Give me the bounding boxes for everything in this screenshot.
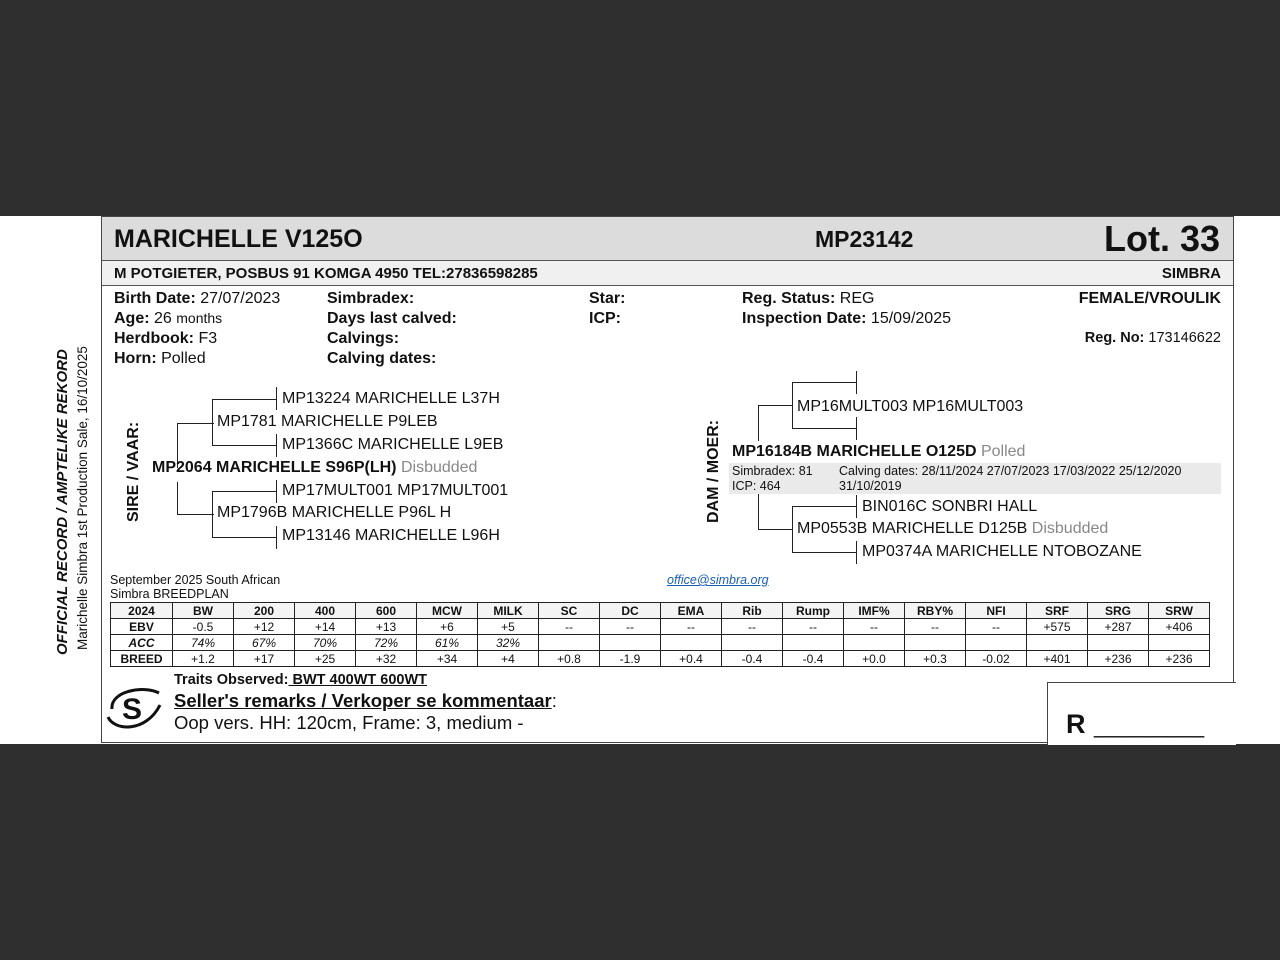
dam-tree-line [792,506,793,552]
ebv-row-label: 2024 [111,603,173,619]
dam-tree-line [856,495,857,518]
sire-tree-line [212,399,277,400]
dam-tree-line [792,382,857,383]
sale-label: Marichelle Simbra 1st Production Sale, 16/10/2025 [75,346,90,650]
sire-tree-line [212,399,213,445]
simbradex-label: Simbradex: [327,290,415,307]
sire-tree-line [276,526,277,549]
ebv-cell [539,635,600,651]
sire-tree-line [212,445,277,446]
seller-remarks-title: Seller's remarks / Verkoper se kommentaar: [174,690,557,711]
ebv-cell: +287 [1088,619,1149,635]
dam-icp: ICP: 464 [732,479,781,493]
herdbook: Herdbook: F3 [114,330,218,347]
sire-tree-line [276,480,277,503]
ebv-cell: -- [844,619,905,635]
ebv-cell: +0.0 [844,651,905,667]
ebv-cell: +0.4 [661,651,722,667]
sire-tree-line [177,423,214,424]
ebv-cell [1027,635,1088,651]
sire-tree-line [276,434,277,457]
sire-sire-sire: MP13224 MARICHELLE L37H [282,390,500,407]
ebv-breed-row [111,651,1210,667]
dam-name: MP16184B MARICHELLE O125D Polled [732,443,1026,460]
dam-tree-line [792,552,857,553]
dam-tree-line [856,541,857,564]
ebv-cell: 400 [295,603,356,619]
email-link[interactable]: office@simbra.org [667,573,769,587]
icp-label: ICP: [589,310,621,327]
dam-label: DAM / MOER: [705,419,722,523]
ebv-cell: +6 [417,619,478,635]
ebv-cell: NFI [966,603,1027,619]
dam-tree-line [792,382,793,428]
ebv-cell: +406 [1149,619,1210,635]
sire-sire: MP1781 MARICHELLE P9LEB [217,413,438,430]
ebv-cell: +34 [417,651,478,667]
ebv-row-label: ACC [111,635,173,651]
ebv-cell: SC [539,603,600,619]
ebv-cell: +12 [234,619,295,635]
sire-tree-line [276,387,277,410]
calvings-label: Calvings: [327,330,400,347]
seller-remarks-text: Oop vers. HH: 120cm, Frame: 3, medium - [174,712,524,733]
dam-tree-line [758,405,793,406]
age: Age: 26 months [114,310,223,327]
price-blank: _________ [1094,713,1205,738]
reg-number: Reg. No: 173146622 [1084,330,1221,346]
breedplan-line-2: Simbra BREEDPLAN [110,587,229,601]
ebv-cell: IMF% [844,603,905,619]
ebv-cell: +32 [356,651,417,667]
ebv-cell: SRG [1088,603,1149,619]
ebv-cell: -- [966,619,1027,635]
dam-tree-line [792,506,857,507]
ebv-cell: -0.4 [722,651,783,667]
ebv-cell: SRW [1149,603,1210,619]
sire-tree-line [212,537,277,538]
dam-dam-sire: BIN016C SONBRI HALL [862,498,1038,515]
ebv-cell: RBY% [905,603,966,619]
star-label: Star: [589,290,626,307]
ebv-cell: +25 [295,651,356,667]
dam-dam: MP0553B MARICHELLE D125B Disbudded [797,520,1109,537]
ebv-cell: MCW [417,603,478,619]
ebv-cell: MILK [478,603,539,619]
ebv-cell: Rump [783,603,844,619]
calving-dates-label: Calving dates: [327,350,437,367]
ebv-cell: -- [661,619,722,635]
horn: Horn: Polled [114,350,206,367]
logo-letter: S [122,693,143,726]
sire-sire-dam: MP1366C MARICHELLE L9EB [282,436,504,453]
ebv-cell: +0.3 [905,651,966,667]
ebv-cell: EMA [661,603,722,619]
ebv-values-row [111,619,1210,635]
ebv-row-label: EBV [111,619,173,635]
ebv-cell: +17 [234,651,295,667]
sex-label: FEMALE/VROULIK [1078,290,1221,307]
ebv-cell: -1.9 [600,651,661,667]
sire-dam-sire: MP17MULT001 MP17MULT001 [282,482,509,499]
ebv-cell: -- [600,619,661,635]
sire-tree-line [212,491,213,537]
ebv-cell: -- [783,619,844,635]
ebv-cell: +1.2 [173,651,234,667]
ebv-cell: -0.5 [173,619,234,635]
ebv-table [110,602,1210,667]
ebv-cell: +575 [1027,619,1088,635]
traits-observed: Traits Observed: BWT 400WT 600WT [174,672,428,688]
lot-card [101,216,1234,743]
dam-tree-line [792,428,857,429]
ebv-cell [1088,635,1149,651]
sire-dam-dam: MP13146 MARICHELLE L96H [282,527,500,544]
sire-tree-line [177,514,214,515]
ebv-cell: +13 [356,619,417,635]
simbra-logo-icon [104,679,164,735]
ebv-accuracy-row [111,635,1210,651]
sire-dam: MP1796B MARICHELLE P96L H [217,504,452,521]
ebv-header-row [111,603,1210,619]
dam-sire: MP16MULT003 MP16MULT003 [797,398,1024,415]
ebv-cell: 67% [234,635,295,651]
breedplan-line-1: September 2025 South African [110,573,281,587]
owner-bar [102,261,1233,286]
dam-tree-line [758,405,759,441]
ebv-cell: +4 [478,651,539,667]
ebv-cell: 72% [356,635,417,651]
ebv-cell: -- [722,619,783,635]
dam-calving-dates-cont: 31/10/2019 [839,479,902,493]
ebv-cell [661,635,722,651]
ebv-cell: +236 [1149,651,1210,667]
sire-tree-line [212,491,277,492]
dam-dam-dam: MP0374A MARICHELLE NTOBOZANE [862,543,1142,560]
inspection-date: Inspection Date: 15/09/2025 [742,310,951,327]
ebv-cell: Rib [722,603,783,619]
sire-name: MP2064 MARICHELLE S96P(LH) Disbudded [152,459,478,476]
sire-tree-line [177,482,178,514]
dam-tree-line [758,529,793,530]
title-bar [102,217,1233,261]
owner-details: M POTGIETER, POSBUS 91 KOMGA 4950 TEL:27836598285 [114,265,538,282]
ebv-cell: BW [173,603,234,619]
animal-name: MARICHELLE V125O [114,225,363,253]
ebv-cell: +401 [1027,651,1088,667]
ebv-cell: -- [905,619,966,635]
ebv-cell: 61% [417,635,478,651]
ebv-cell [600,635,661,651]
birth-date: Birth Date: 27/07/2023 [114,290,281,307]
ebv-cell: -- [539,619,600,635]
dam-tree-line [856,417,857,440]
ebv-cell [966,635,1027,651]
ebv-cell: +14 [295,619,356,635]
ebv-cell [844,635,905,651]
price-box[interactable] [1047,682,1236,745]
ebv-cell [722,635,783,651]
official-record-label: OFFICIAL RECORD / AMPTELIKE REKORD [54,349,71,655]
ebv-cell: +0.8 [539,651,600,667]
registration-id: MP23142 [815,226,914,252]
ebv-cell [1149,635,1210,651]
dam-calving-dates: Calving dates: 28/11/2024 27/07/2023 17/03/2022 25/12/2020 [839,464,1182,478]
ebv-cell: 600 [356,603,417,619]
breed-label: SIMBRA [1161,265,1221,282]
ebv-cell: -0.02 [966,651,1027,667]
ebv-cell: 74% [173,635,234,651]
dam-tree-line [856,371,857,394]
ebv-cell: -0.4 [783,651,844,667]
ebv-cell: DC [600,603,661,619]
ebv-row-label: BREED [111,651,173,667]
ebv-cell [905,635,966,651]
price-r-label: R [1066,709,1086,739]
ebv-cell: +5 [478,619,539,635]
days-last-calved-label: Days last calved: [327,310,457,327]
reg-status: Reg. Status: REG [742,290,875,307]
sire-label: SIRE / VAAR: [125,421,142,522]
dam-simbradex: Simbradex: 81 [732,464,813,478]
ebv-cell: 200 [234,603,295,619]
ebv-cell: 32% [478,635,539,651]
dam-tree-line [758,493,759,529]
ebv-cell: +236 [1088,651,1149,667]
lot-number: Lot. 33 [1104,218,1221,259]
ebv-cell: SRF [1027,603,1088,619]
ebv-cell [783,635,844,651]
ebv-cell: 70% [295,635,356,651]
